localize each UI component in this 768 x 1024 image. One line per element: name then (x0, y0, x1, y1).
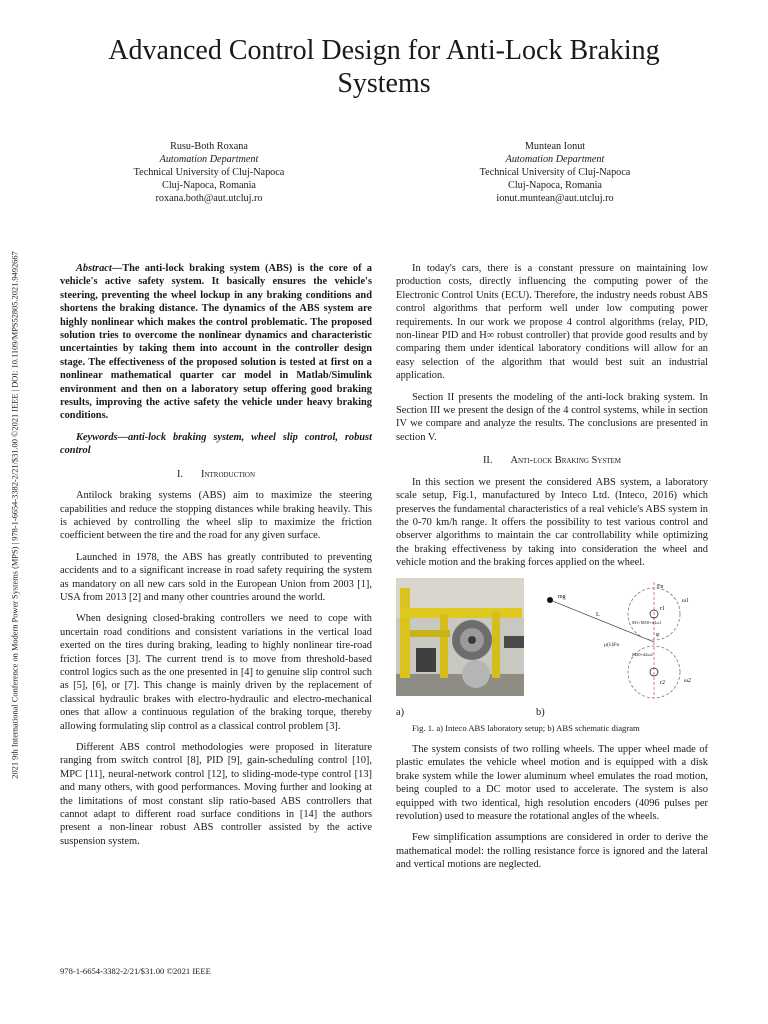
abs-schematic-diagram (536, 578, 708, 704)
schematic-label: M1+M10+d1ω1 (632, 619, 662, 625)
author-name: Rusu-Both Roxana (170, 141, 248, 152)
section-heading-abs (396, 454, 708, 467)
schematic-label: L (596, 611, 600, 618)
author-block-2 (440, 140, 670, 205)
abstract (60, 262, 372, 423)
author-city: Cluj-Napoca, Romania (162, 180, 256, 191)
figure-caption: Fig. 1. a) Inteco ABS laboratory setup; b) ABS schematic diagram (412, 722, 640, 733)
abs-setup-illustration (396, 578, 524, 696)
schematic-label: Fn (657, 583, 664, 590)
figure-label-a: a) (396, 706, 405, 718)
author-name: Muntean Ionut (524, 141, 586, 152)
author-university: Technical University of Cluj-Napoca (133, 167, 285, 178)
intro-paragraph: When designing closed-braking controllers we need to cope with uncertain road conditions and consistent variations in the vertical load exerted on the tires during braking, leading to highly nonlinear tire-road friction forces [3]. The current trend is to move from threshold-based control logics such as the one presented in [4] to genuine slip control such as [5], [6], or [7]. This change is mainly driven by the replacement of classical hydraulic brakes with electro-hydraulic and electro-mechanical ones that allow a continuous regulation of the braking torque, thereby allowing formulating slip control as a classical control problem [3]. (60, 613, 372, 732)
schematic-label: mg (558, 593, 566, 600)
abstract-lead: Abstract (76, 263, 112, 274)
section-title: Anti-lock Braking System (510, 455, 622, 467)
schematic-label: r1 (660, 605, 665, 612)
intro-paragraph: Different ABS control methodologies were proposed in literature ranging from switch control [8], PID [9], gain-scheduling control [10], MPC [11], neural-network control [12], to sliding-mode-type control [13] and many others, with good performances. Moving further and looking at the limitations of most constant slip ratio-based ABS controllers that cannot adapt to different road surface conditions in [14] the authors present a non-linear robust ABS controller assisted by the active suspension system. (60, 742, 372, 847)
abstract-text: —The anti-lock braking system (ABS) is the core of a vehicle's active safety system. It basically ensures the vehicle's steering, preventing the wheel lockup in any braking conditions and shortens the braking distance. The dynamics of the ABS system are highly nonlinear which makes the control problematic. The proposed solution tries to overcome the nonlinear dynamics and characteristic uncertainties by taking them into account in the controller design stage. The effectiveness of the proposed solution is tested at first on a nonlinear mathematical quarter car model in Matlab/Simulink environment and then on a laboratory setup offering good braking results, improving the active safety the vehicle under heavy braking conditions. (60, 263, 372, 422)
section-number: II. (482, 455, 493, 467)
figure-1 (396, 578, 708, 720)
schematic-label: φ (656, 631, 660, 638)
figure-label-b: b) (536, 706, 545, 718)
schematic-label: M20+d2ω2 (632, 651, 653, 657)
author-email: ionut.muntean@aut.utcluj.ro (496, 193, 614, 204)
paper-title: Advanced Control Design for Anti-Lock Braking Systems (108, 35, 660, 99)
author-department: Automation Department (505, 154, 605, 165)
section-number: I. (176, 468, 184, 480)
intro-paragraph: Launched in 1978, the ABS has greatly contributed to preventing accidents and to a significant increase in road safety requiring the system as mandatory on all new cars sold in the European Union from 2003 [1], USA from 2013 [2] and many other countries around the world. (60, 551, 372, 603)
schematic-label: r2 (660, 679, 665, 686)
body-paragraph: Few simplification assumptions are considered in order to derive the mathematical model: the rolling resistance force is ignored and the lateral and vertical motions are neglected. (396, 832, 708, 871)
body-paragraph: The system consists of two rolling wheels. The upper wheel made of plastic emulates the vehicle wheel motion and is equipped with a disk brake system while the lower aluminum wheel emulates the road motion, being coupled to a DC motor used to accelerate. The system is also equipped with two identical, high resolution encoders (4096 pulses per revolution) used to measure the rotational angles of the wheels. (396, 743, 708, 822)
section-title: Introduction (201, 468, 256, 480)
author-department: Automation Department (159, 154, 259, 165)
schematic-label: ω2 (684, 677, 691, 684)
schematic-label: ω1 (682, 597, 689, 604)
section-heading-introduction (60, 468, 372, 481)
abs-setup-photo (396, 578, 524, 696)
left-column (60, 262, 372, 856)
intro-paragraph: Antilock braking systems (ABS) aim to maximize the steering capabilities and reduce the stopping distances while braking heavily. This is achieved by controlling the wheel slip to maximize the friction coefficient between the tire and the road for any given surface. (60, 490, 372, 542)
conference-sidebar (6, 205, 24, 825)
author-city: Cluj-Napoca, Romania (508, 180, 602, 191)
schematic-label: μ(λ)Fn (604, 641, 620, 648)
body-paragraph: In today's cars, there is a constant pressure on maintaining low production costs, directly influencing the computing power of the Electronic Control Units (ECU). Therefore, the industry needs robust ABS control algorithms that perform well under low computing power requirements. In our work we propose 4 control algorithms (relay, PID, non-linear PID and H∞ robust controller) that provide good results and by comparing them under identical laboratory conditions will allow for an easy selection of the algorithm that would best suit an industrial application. (396, 263, 708, 382)
author-block-1 (94, 140, 324, 205)
body-paragraph: Section II presents the modeling of the anti-lock braking system. In Section III we present the design of the 4 control systems, while in section IV we compare and analyze the results. The conclusions are presented in section V. (396, 391, 708, 443)
conference-sidebar-text: 2021 9th International Conference on Modern Power Systems (MPS) | 978-1-6654-3382-2/21/$31.00 ©2021 IEEE | DOI: 10.1109/MPS52805.2021.9492667 (10, 251, 20, 779)
body-paragraph: In this section we present the considered ABS system, a laboratory scale setup, Fig.1, manufactured by Inteco Ltd. (Inteco, 2016) which preserves the fundamental characteristics of a real vehicle's ABS system in the 0-70 km/h range. It offers the possibility to test various control and observer algorithms to maintain the car controllability while optimizing the braking effectiveness by taking into consideration the wheel and vehicle motion and the braking forces applied on the wheel. (396, 476, 708, 569)
author-email: roxana.both@aut.utcluj.ro (155, 193, 263, 204)
right-column (396, 262, 708, 880)
page-footer: 978-1-6654-3382-2/21/$31.00 ©2021 IEEE (60, 966, 211, 976)
author-university: Technical University of Cluj-Napoca (479, 167, 631, 178)
keywords: Keywords—anti-lock braking system, wheel slip control, robust control (60, 431, 372, 457)
